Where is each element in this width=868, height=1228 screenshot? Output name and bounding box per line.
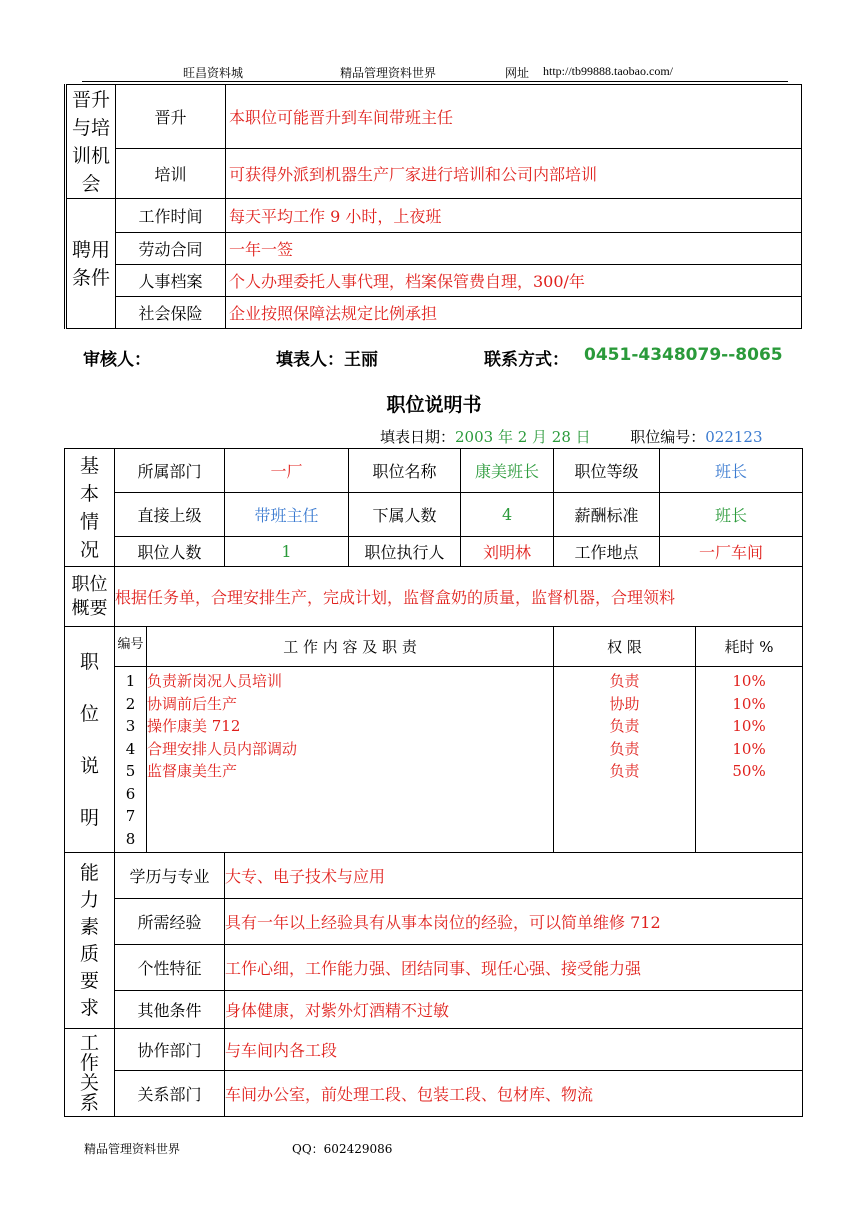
list-item: 协调前后生产 (147, 694, 238, 713)
location-label: 工作地点 (554, 537, 660, 567)
headcount-label: 职位人数 (115, 537, 225, 567)
executor-value: 刘明林 (461, 537, 554, 567)
summary-section-label: 职位概要 (65, 567, 115, 627)
promotion-label: 晋升 (116, 85, 226, 149)
salary-label: 薪酬标准 (554, 493, 660, 537)
other-conditions-value: 身体健康，对紫外灯酒精不过敏 (225, 991, 803, 1029)
duty-authorities: 负责 协助 负责 负责 负责 (554, 667, 696, 853)
work-hours-value: 每天平均工作 9 小时，上夜班 (226, 199, 802, 233)
insurance-value: 企业按照保障法规定比例承担 (226, 297, 802, 329)
list-item: 负责新岗况人员培训 (147, 672, 283, 690)
contract-label: 劳动合同 (116, 233, 226, 265)
position-name-value: 康美班长 (461, 449, 554, 493)
promotion-section-label: 晋升与培训机会 (66, 85, 116, 199)
personnel-file-label: 人事档案 (116, 265, 226, 297)
list-item: 监督康美生产 (147, 762, 238, 780)
subordinates-value: 4 (461, 493, 554, 537)
duty-numbers: 1 2 3 4 5 6 7 8 (115, 667, 147, 853)
training-label: 培训 (116, 149, 226, 199)
filler-label: 填表人：王丽 (276, 350, 378, 370)
relations-section-label: 工作关系 (65, 1029, 115, 1117)
superior-value: 带班主任 (225, 493, 349, 537)
other-conditions-label: 其他条件 (115, 991, 225, 1029)
col-content-header: 工 作 内 容 及 职 责 (147, 627, 554, 667)
basic-section-label: 基本情况 (65, 449, 115, 567)
cooperation-value: 与车间内各工段 (225, 1029, 803, 1071)
superior-label: 直接上级 (115, 493, 225, 537)
header-site-label: 网址 (505, 66, 530, 80)
date-label: 填表日期： (380, 428, 456, 446)
dept-label: 所属部门 (115, 449, 225, 493)
promotion-hiring-table (64, 84, 802, 329)
date-value: 2003 年 2 月 28 日 (455, 428, 591, 446)
related-dept-label: 关系部门 (115, 1071, 225, 1117)
dept-value: 一厂 (225, 449, 349, 493)
subordinates-label: 下属人数 (349, 493, 461, 537)
header-site-url[interactable]: http://tb99888.taobao.com/ (543, 64, 673, 78)
list-item: 合理安排人员内部调动 (147, 739, 298, 758)
ability-section-label: 能力素质要求 (65, 853, 115, 1029)
education-label: 学历与专业 (115, 853, 225, 899)
related-dept-value: 车间办公室，前处理工段、包装工段、包材库、物流 (225, 1071, 803, 1117)
personality-label: 个性特征 (115, 945, 225, 991)
headcount-value: 1 (225, 537, 349, 567)
summary-text: 根据任务单，合理安排生产，完成计划，监督盒奶的质量，监督机器，合理领料 (115, 567, 803, 627)
duty-items (147, 667, 554, 853)
header-left: 旺昌资料城 (183, 66, 244, 80)
footer-left: 精品管理资料世界 (84, 1142, 181, 1156)
grade-label: 职位等级 (554, 449, 660, 493)
salary-value: 班长 (660, 493, 803, 537)
date-line (380, 426, 763, 447)
contact-label: 联系方式： (484, 350, 569, 370)
job-description-table (64, 448, 803, 1117)
contact-value: 0451-4348079--8065 (584, 345, 783, 365)
duties-section-label: 职 位 说 明 (65, 627, 115, 853)
contract-value: 一年一签 (226, 233, 802, 265)
location-value: 一厂车间 (660, 537, 803, 567)
promotion-value: 本职位可能晋升到车间带班主任 (226, 85, 802, 149)
position-name-label: 职位名称 (349, 449, 461, 493)
hiring-section-label: 聘用条件 (66, 199, 116, 329)
work-hours-label: 工作时间 (116, 199, 226, 233)
personality-value: 工作心细，工作能力强、团结同事、现任心强、接受能力强 (225, 945, 803, 991)
footer-qq: QQ：602429086 (292, 1142, 393, 1156)
training-value: 可获得外派到机器生产厂家进行培训和公司内部培训 (226, 149, 802, 199)
col-authority-header: 权 限 (554, 627, 696, 667)
cooperation-label: 协作部门 (115, 1029, 225, 1071)
code-value: 022123 (705, 428, 763, 446)
reviewer-label: 审核人： (83, 350, 151, 370)
insurance-label: 社会保险 (116, 297, 226, 329)
personnel-file-value: 个人办理委托人事代理，档案保管费自理，300/年 (226, 265, 802, 297)
duty-times: 10% 10% 10% 10% 50% (696, 667, 803, 853)
list-item: 操作康美 712 (147, 717, 241, 735)
col-time-header: 耗时 % (696, 627, 803, 667)
education-value: 大专、电子技术与应用 (225, 853, 803, 899)
header-middle: 精品管理资料世界 (340, 66, 437, 80)
grade-value: 班长 (660, 449, 803, 493)
experience-label: 所需经验 (115, 899, 225, 945)
col-no-header: 编号 (115, 627, 147, 667)
doc-title: 职位说明书 (386, 394, 482, 416)
experience-value: 具有一年以上经验具有从事本岗位的经验，可以简单维修 712 (225, 899, 803, 945)
header-rule (82, 81, 788, 82)
executor-label: 职位执行人 (349, 537, 461, 567)
code-label: 职位编号： (630, 428, 706, 446)
